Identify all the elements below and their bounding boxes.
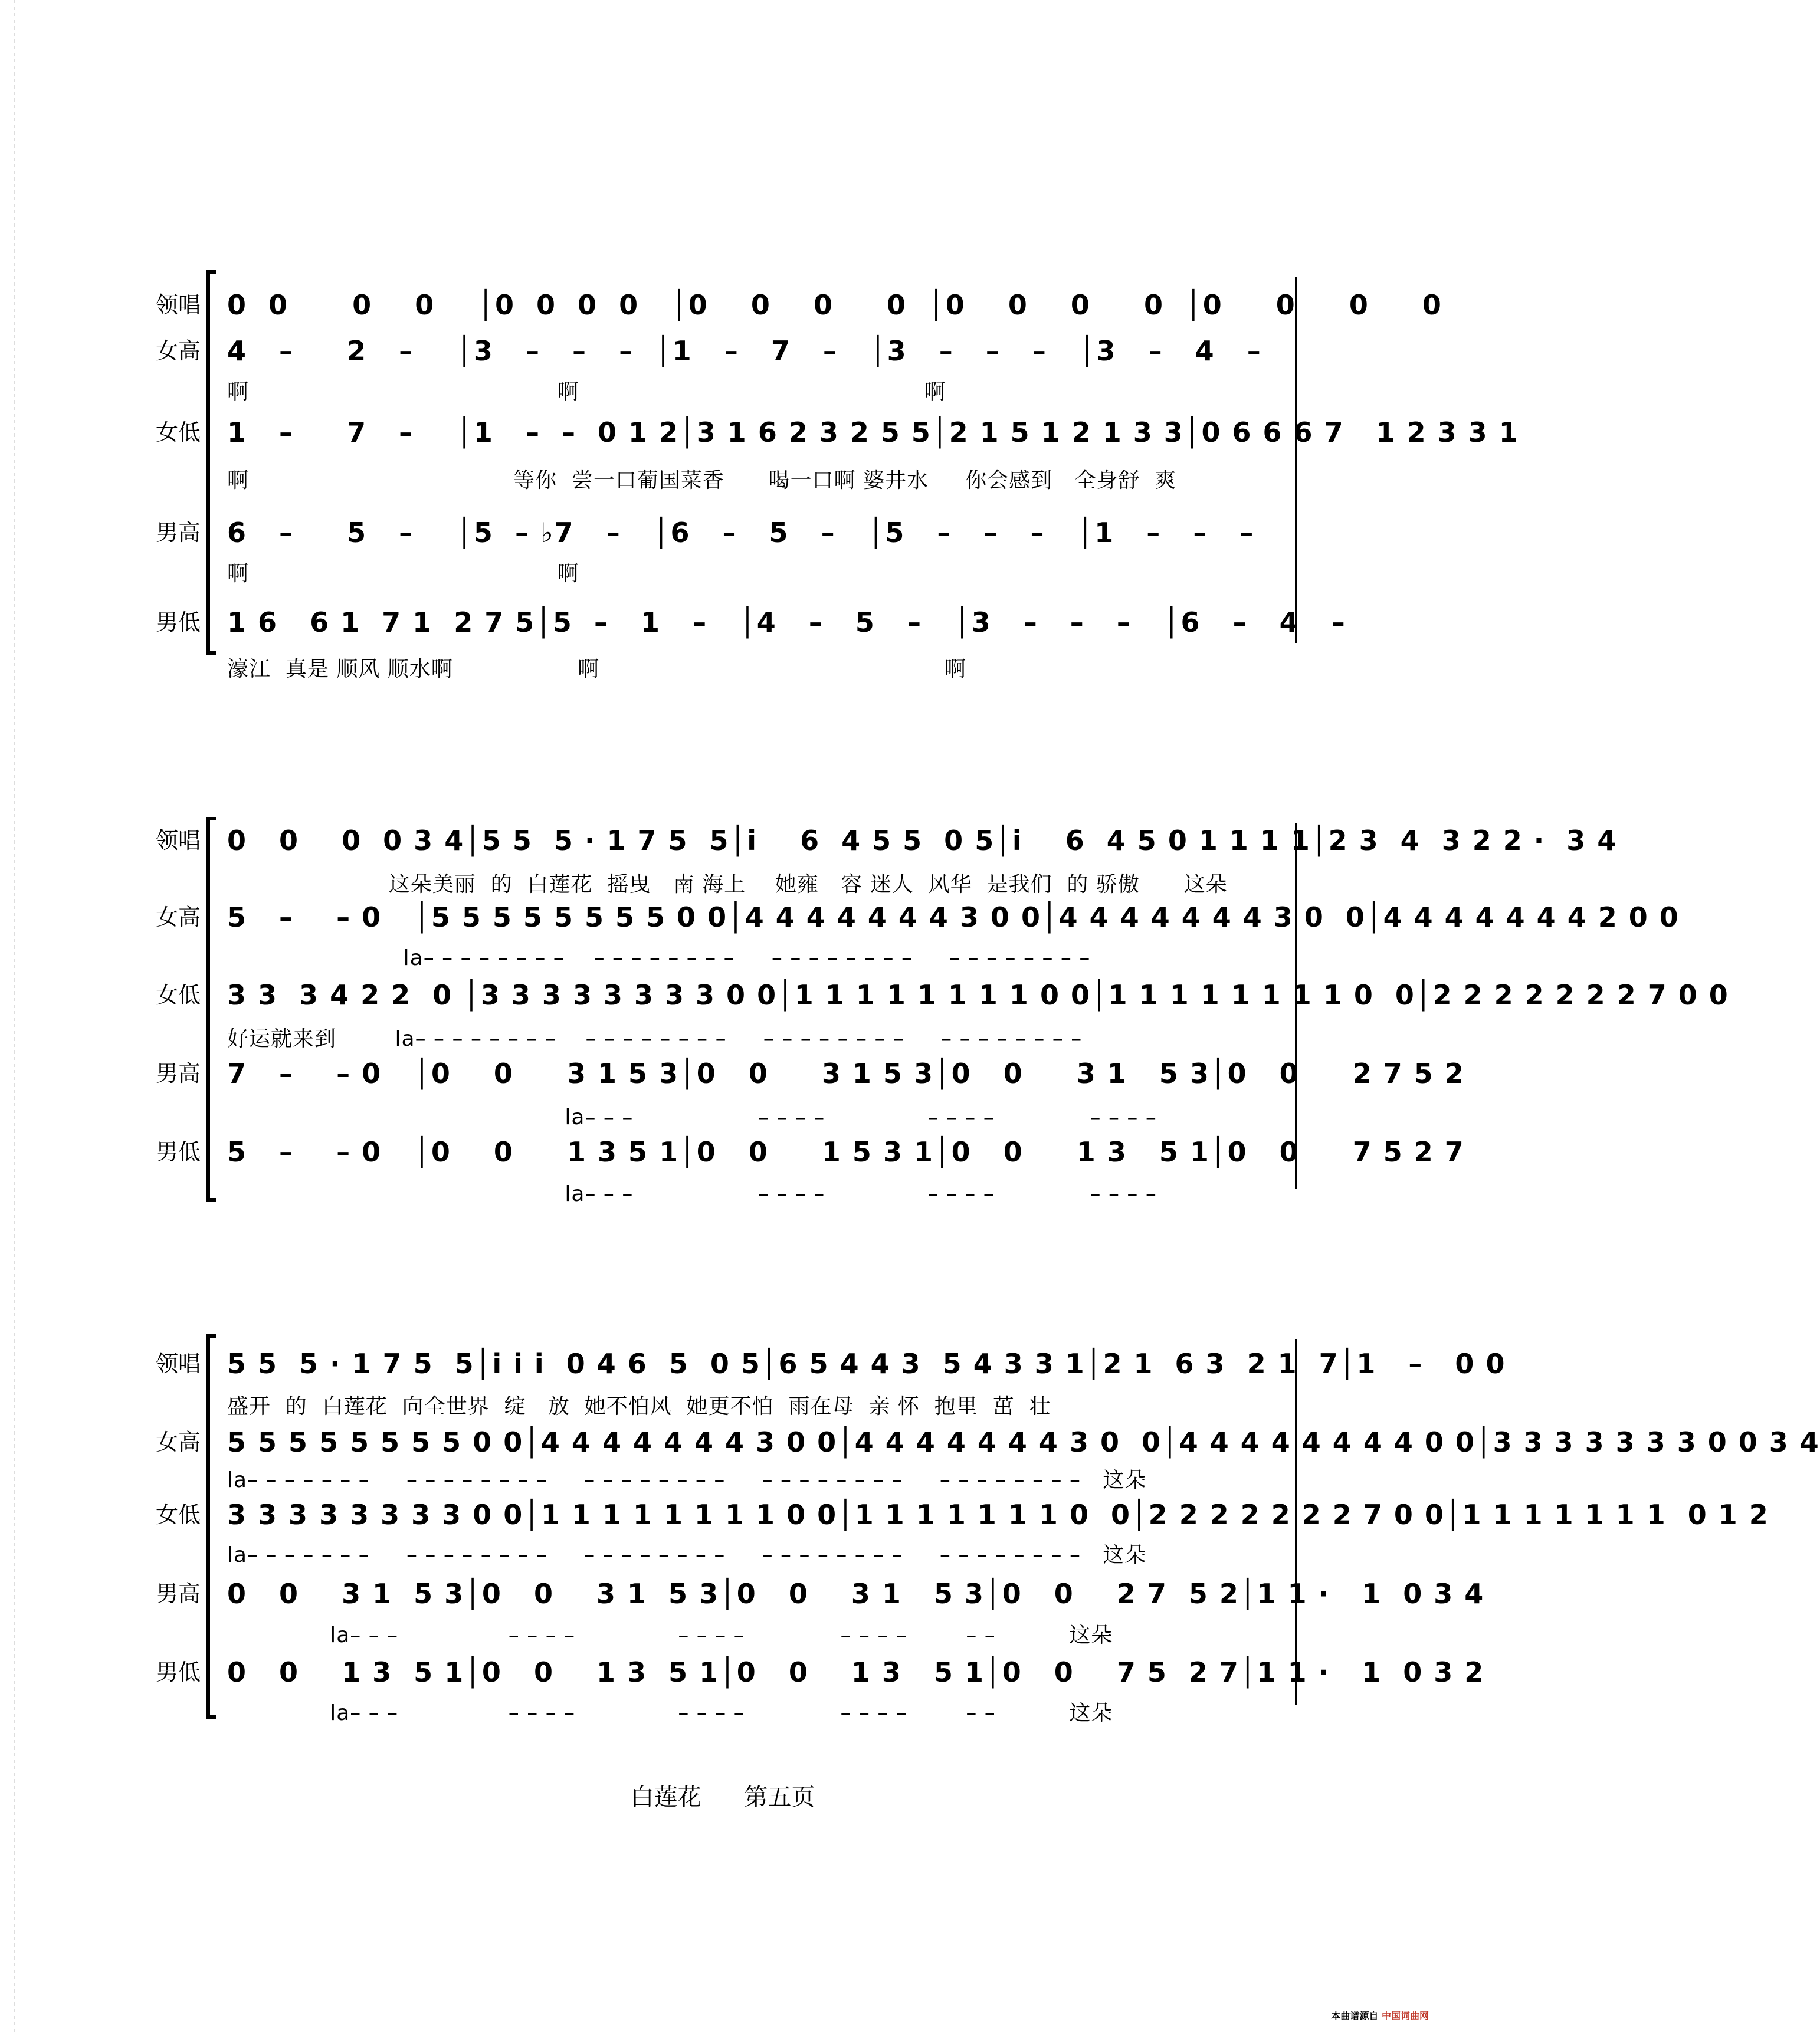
- part-label-ten: 男高: [155, 1581, 201, 1607]
- system-3-lead-row: [0, 1346, 1506, 1381]
- source-credit: [1331, 2008, 1429, 2022]
- system-1-sop-row: [0, 333, 1445, 369]
- system-2-lead-lyrics: 这朵美丽 的 白莲花 摇曳 南 海上 她雍 容 迷人 风华 是我们 的 骄傲 这朵: [227, 872, 1228, 897]
- system-1-bracket: [206, 270, 216, 655]
- part-label-bass: 男低: [155, 609, 201, 635]
- system-3-sop-notes: 5 5 5 5 5 5 5 5 0 0│4 4 4 4 4 4 4 3 0 0│4 4 4 4 4 4 4 3 0 0│4 4 4 4 4 4 4 4 0 0│3 3 3 3 3 3 3 0 0 3 4: [227, 1426, 1820, 1458]
- system-3-bass-row: [0, 1655, 1485, 1690]
- system-2-sop-notes: 5 – – 0 │5 5 5 5 5 5 5 5 0 0│4 4 4 4 4 4 4 3 0 0│4 4 4 4 4 4 4 3 0 0│4 4 4 4 4 4 4 2 0 0: [227, 901, 1680, 933]
- system-1-bass-lyrics: 濠江 真是 顺风 顺水啊 啊 啊: [227, 657, 967, 681]
- part-label-bass: 男低: [155, 1139, 201, 1165]
- system-2-ten-row: [0, 1056, 1465, 1091]
- part-label-sop: 女高: [155, 338, 201, 364]
- system-1-bass-row: [0, 605, 1445, 640]
- system-1-sop-notes: 4 – 2 – │3 – – – │1 – 7 – │3 – – – │3 – 4 –: [227, 335, 1262, 367]
- system-1-alto-notes: 1 – 7 – │1 – – 0 1 2│3 1 6 2 3 2 5 5│2 1 5 1 2 1 3 3│0 6 6 6 7 1 2 3 3 1: [227, 416, 1519, 448]
- system-3-ten-notes: 0 0 3 1 5 3│0 0 3 1 5 3│0 0 3 1 5 3│0 0 2 7 5 2│1 1 · 1 0 3 4: [227, 1578, 1485, 1610]
- system-3-bass-notes: 0 0 1 3 5 1│0 0 1 3 5 1│0 0 1 3 5 1│0 0 7 5 2 7│1 1 · 1 0 3 2: [227, 1656, 1485, 1688]
- system-3-sop-row: [0, 1424, 1820, 1460]
- system-2-bass-notes: 5 – – 0 │0 0 1 3 5 1│0 0 1 5 3 1│0 0 1 3 5 1│0 0 7 5 2 7: [227, 1136, 1465, 1168]
- system-3-lead-lyrics: 盛开 的 白莲花 向全世界 绽 放 她不怕风 她更不怕 雨在母 亲 怀 抱里 茁 壮: [227, 1394, 1051, 1419]
- page-number: 第五页: [744, 1784, 815, 1811]
- part-label-lead: 领唱: [155, 1351, 201, 1377]
- part-label-ten: 男高: [155, 520, 201, 546]
- part-label-alto: 女低: [155, 982, 201, 1008]
- system-1-lead-notes: 0 0 0 0 │0 0 0 0 │0 0 0 0 │0 0 0 0 │0 0 0 0: [227, 289, 1442, 321]
- system-1-alto-row: [0, 415, 1519, 450]
- system-2-alto-lyrics: 好运就来到 la– – – – – – – – – – – – – – – – – – – – – – – – – – – – – – – –: [227, 1027, 1083, 1051]
- system-2-ten-notes: 7 – – 0 │0 0 3 1 5 3│0 0 3 1 5 3│0 0 3 1 5 3│0 0 2 7 5 2: [227, 1058, 1465, 1089]
- system-2-alto-notes: 3 3 3 4 2 2 0 │3 3 3 3 3 3 3 3 0 0│1 1 1 1 1 1 1 1 0 0│1 1 1 1 1 1 1 1 0 0│2 2 2 2 2 2 2 7 0 0: [227, 979, 1729, 1011]
- system-2-lead-notes: 0 0 0 0 3 4│5 5 5 · 1 7 5 5│i 6 4 5 5 0 5│i 6 4 5 0 1 1 1 1│2 3 4 3 2 2 · 3 4: [227, 825, 1618, 856]
- system-1-ten-row: [0, 515, 1445, 550]
- system-1-ten-lyrics: 啊 啊: [227, 562, 579, 586]
- page-footer: [0, 1778, 1445, 1812]
- credit-source: 本曲谱源自: [1331, 2010, 1379, 2021]
- part-label-alto: 女低: [155, 1502, 201, 1528]
- system-2-sop-lyrics: la– – – – – – – – – – – – – – – – – – – – – – – – – – – – – – – –: [227, 946, 1091, 970]
- system-1-bass-notes: 1 6 6 1 7 1 2 7 5│5 – 1 – │4 – 5 – │3 – – – │6 – 4 –: [227, 606, 1346, 638]
- system-1-alto-lyrics: 啊 等你 尝一口葡国菜香 喝一口啊 婆井水 你会感到 全身舒 爽: [227, 468, 1177, 493]
- system-1-sop-lyrics: 啊 啊 啊: [227, 380, 946, 404]
- system-2-ten-lyrics: la– – – – – – – – – – – – – – –: [227, 1105, 1157, 1130]
- part-label-bass: 男低: [155, 1659, 201, 1685]
- system-2-sop-row: [0, 900, 1680, 935]
- system-3-ten-row: [0, 1576, 1485, 1611]
- system-1-end-barline: [1295, 277, 1297, 643]
- part-label-ten: 男高: [155, 1061, 201, 1086]
- system-3-lead-notes: 5 5 5 · 1 7 5 5│i i i 0 4 6 5 0 5│6 5 4 4 3 5 4 3 3 1│2 1 6 3 2 1 7│1 – 0 0: [227, 1348, 1506, 1380]
- system-1-ten-notes: 6 – 5 – │5 – ♭7 – │6 – 5 – │5 – – – │1 – – –: [227, 517, 1255, 549]
- system-3-sop-lyrics: la– – – – – – – – – – – – – – – – – – – – – – – – – – – – – – – – – – – – – – – 这朵: [227, 1468, 1147, 1492]
- part-label-alto: 女低: [155, 419, 201, 445]
- system-2-lead-row: [0, 823, 1618, 858]
- part-label-lead: 领唱: [155, 292, 201, 318]
- part-label-sop: 女高: [155, 904, 201, 930]
- credit-site-link[interactable]: 中国词曲网: [1381, 2010, 1429, 2021]
- system-2-bass-lyrics: la– – – – – – – – – – – – – – –: [227, 1182, 1157, 1206]
- system-2-bass-row: [0, 1134, 1465, 1170]
- song-title: 白莲花: [630, 1784, 701, 1811]
- part-label-lead: 领唱: [155, 828, 201, 853]
- system-3-ten-lyrics: la– – – – – – – – – – – – – – – – – 这朵: [227, 1623, 1113, 1647]
- system-1-lead-row: [0, 287, 1445, 323]
- system-3-alto-row: [0, 1497, 1769, 1532]
- part-label-sop: 女高: [155, 1429, 201, 1455]
- system-3-alto-notes: 3 3 3 3 3 3 3 3 0 0│1 1 1 1 1 1 1 1 0 0│1 1 1 1 1 1 1 0 0│2 2 2 2 2 2 2 7 0 0│1 1 1 1 1 1 1 0 1 2: [227, 1499, 1769, 1531]
- system-3-alto-lyrics: la– – – – – – – – – – – – – – – – – – – – – – – – – – – – – – – – – – – – – – – 这朵: [227, 1543, 1147, 1567]
- system-2-alto-row: [0, 977, 1729, 1013]
- system-3-bass-lyrics: la– – – – – – – – – – – – – – – – – 这朵: [227, 1701, 1113, 1725]
